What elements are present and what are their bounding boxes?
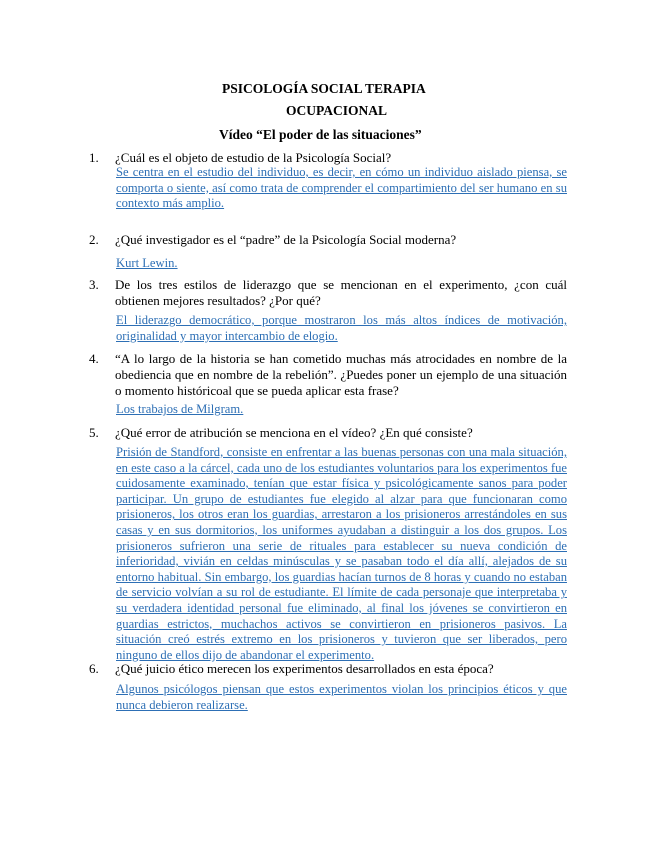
document-title-line2: OCUPACIONAL (286, 103, 387, 118)
answer-1: Se centra en el estudio del individuo, es decir, en cómo un individuo aislado piensa, se comporta o siente, así como trata de comprender el compartimiento del ser humano en su contexto más amplio. (116, 165, 567, 211)
question-text: ¿Qué juicio ético merecen los experimentos desarrollados en esta época? (115, 661, 494, 676)
question-text: “A lo largo de la historia se han cometido muchas más atrocidades en nombre de la obediencia que en nombre de la rebelión”. ¿Puedes poner un ejemplo de una situación o momento históricoal que se pueda aplicar esta frase? (115, 351, 567, 398)
question-text: ¿Qué investigador es el “padre” de la Psicología Social moderna? (115, 232, 457, 247)
question-text: De los tres estilos de liderazgo que se mencionan en el experimento, ¿con cuál obtienen mejores resultados? ¿Por qué? (115, 277, 567, 308)
question-number: 4. (89, 351, 99, 366)
question-number: 1. (89, 150, 99, 165)
answer-2: Kurt Lewin. (116, 256, 178, 270)
question-number: 5. (89, 425, 99, 440)
document-title-line1: PSICOLOGÍA SOCIAL TERAPIA (222, 81, 426, 96)
question-number: 6. (89, 661, 99, 676)
question-number: 3. (89, 277, 99, 292)
answer-4: Los trabajos de Milgram. (116, 402, 244, 416)
answer-5: Prisión de Standford, consiste en enfrentar a las buenas personas con una mala situación, en este caso a la cárcel, cada uno de los estudiantes voluntarios para los experimentos fue cuidosamente examinado, tenían que estar física y psicológicamente sanos para poder participar. Un grupo de estudiantes fue elegido al alzar para que funcionaran como prisioneros, los otros eran los guardias, arrestaron a los prisioneros arrestándoles en sus casas y en sus dormitorios, los uniformes ayudaban a distinguir a los dos grupos. Los prisioneros sufrieron una serie de rituales para establecer su nueva condición de inferioridad, vivián en celdas minúsculas y se pasaban todo el día allí, alejados de su entorno habitual. Sin embargo, los guardias hacían turnos de 8 horas y cuando no estaban de servicio volvían a su rol de estudiante. El límite de cada personaje que interpretaba y su verdadera identidad personal fue eliminado, al final los jóvenes se convirtieron en guardias estrictos, muchachos activos se convirtieron en prisioneros pasivos. La situación creó estrés extremo en los prisioneros y tuvieron que ser liberados, pero ninguno de ellos dijo de abandonar el experimento. (116, 445, 567, 662)
answer-3: El liderazgo democrático, porque mostraron los más altos índices de motivación, originalidad y mayor intercambio de elogio. (116, 313, 567, 343)
question-text: ¿Qué error de atribución se menciona en el vídeo? ¿En qué consiste? (115, 425, 473, 440)
question-number: 2. (89, 232, 99, 247)
video-title: Vídeo “El poder de las situaciones” (219, 127, 422, 142)
question-text: ¿Cuál es el objeto de estudio de la Psicología Social? (115, 150, 392, 165)
answer-6: Algunos psicólogos piensan que estos experimentos violan los principios éticos y que nunca debieron realizarse. (116, 682, 567, 712)
